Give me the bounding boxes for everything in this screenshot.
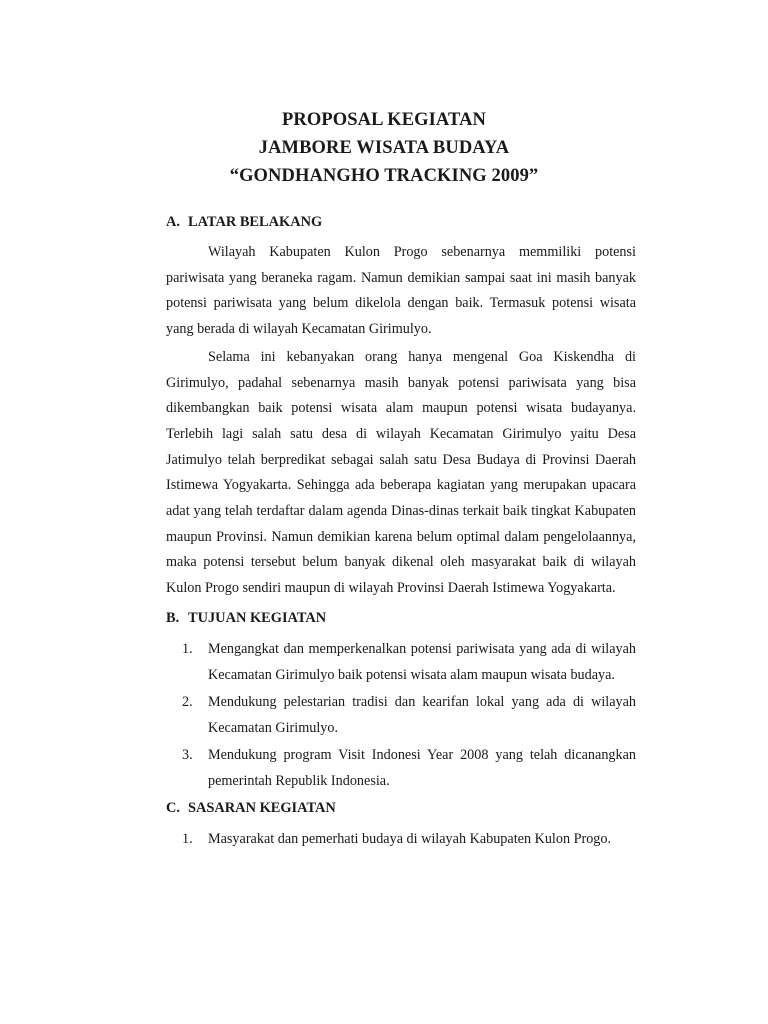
list-number: 1. [182, 830, 193, 847]
document-body [166, 210, 636, 853]
section-heading-latar-belakang [166, 210, 636, 234]
section-letter: A. [166, 214, 180, 230]
list-text: Masyarakat dan pemerhati budaya di wilayah Kabupaten Kulon Progo. [208, 830, 612, 847]
tujuan-list [166, 636, 636, 794]
section-heading-tujuan-kegiatan [166, 606, 636, 630]
section-title: TUJUAN KEGIATAN [188, 609, 327, 626]
list-number: 2. [182, 693, 193, 710]
list-number: 3. [182, 746, 193, 763]
list-text: Mendukung pelestarian tradisi dan kearifan lokal yang ada di wilayah Kecamatan Girimulyo. [208, 693, 636, 736]
title-line-2: JAMBORE WISATA BUDAYA [258, 138, 510, 158]
section-title: LATAR BELAKANG [188, 214, 323, 230]
list-text: Mendukung program Visit Indonesi Year 2008 yang telah dicanangkan pemerintah Republik Indonesia. [208, 746, 636, 789]
list-item [166, 689, 636, 741]
list-item [166, 636, 636, 688]
section-letter: C. [166, 799, 180, 816]
list-number: 1. [182, 640, 193, 657]
section-heading-sasaran-kegiatan [166, 796, 636, 820]
paragraph: Wilayah Kabupaten Kulon Progo sebenarnya memmiliki potensi pariwisata yang beraneka ragam. Namun demikian sampai saat ini masih banyak potensi pariwisata yang belum dikelola dengan baik. Termasuk potensi wisata yang berada di wilayah Kecamatan Girimulyo. [166, 244, 636, 338]
list-item [166, 826, 636, 852]
title-line-3: “GONDHANGHO TRACKING 2009” [229, 166, 539, 186]
sasaran-list [166, 826, 636, 852]
list-text: Mengangkat dan memperkenalkan potensi pariwisata yang ada di wilayah Kecamatan Girimulyo baik potensi wisata alam maupun wisata budaya. [208, 640, 636, 683]
document-title [0, 106, 768, 190]
title-line-1: PROPOSAL KEGIATAN [281, 110, 487, 130]
section-letter: B. [166, 609, 180, 626]
section-title: SASARAN KEGIATAN [188, 799, 336, 816]
list-item [166, 742, 636, 794]
paragraph: Selama ini kebanyakan orang hanya mengenal Goa Kiskendha di Girimulyo, padahal sebenarnya masih banyak potensi pariwisata yang bisa dikembangkan baik potensi wisata alam maupun potensi wisata budayanya. Terlebih lagi salah satu desa di wilayah Kecamatan Girimulyo yaitu Desa Jatimulyo telah berpredikat sebagai salah satu Desa Budaya di Provinsi Daerah Istimewa Yogyakarta. Sehingga ada beberapa kagiatan yang merupakan upacara adat yang telah terdaftar dalam agenda Dinas-dinas terkait baik tingkat Kabupaten maupun Provinsi. Namun demikian karena belum optimal dalam pengelolaannya, maka potensi tersebut belum banyak dikenal oleh masyarakat baik di wilayah Kulon Progo sendiri maupun di wilayah Provinsi Daerah Istimewa Yogyakarta. [166, 348, 636, 597]
